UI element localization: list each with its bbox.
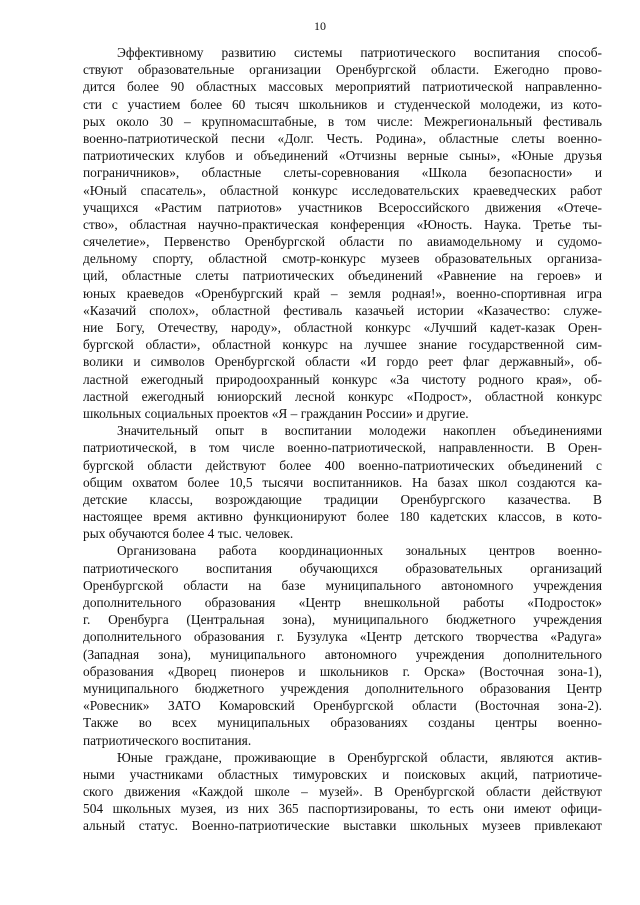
text-line: школьных социальных проектов «Я – гражданин России» и другие. xyxy=(83,405,469,421)
text-line: патриотических клубов и объединений «Отчизны верные сыны», «Юные друзья xyxy=(83,148,602,164)
text-line: волики и символов Оренбургской области «И гордо реет флаг державный», об- xyxy=(83,354,602,370)
text-line: ство», областная научно-практическая конференция «Юность. Наука. Третье ты- xyxy=(83,216,602,232)
text-line: детские классы, возрождающие традиции Оренбургского казачества. В xyxy=(83,491,602,507)
text-line: образования «Дворец пионеров и школьников г. Орска» (Восточная зона-1), xyxy=(83,663,602,679)
text-line: рых около 30 – крупномасштабные, в том числе: Межрегиональный фестиваль xyxy=(83,113,602,129)
document-body xyxy=(83,44,602,835)
text-line: ствуют образовательные организации Оренбургской области. Ежегодно прово- xyxy=(83,62,602,78)
text-line: настоящее время активно функционируют более 180 кадетских классов, в кото- xyxy=(83,509,602,525)
text-line: Оренбургской области на базе муниципального автономного учреждения xyxy=(83,577,602,593)
text-line: муниципального бюджетного учреждения дополнительного образования Центр xyxy=(83,680,602,696)
text-line: «Ровесник» ЗАТО Комаровский Оренбургской области (Восточная зона-2). xyxy=(83,698,602,714)
text-line: патриотического воспитания обучающихся образовательных организаций xyxy=(83,560,602,576)
text-line: г. Оренбурга (Центральная зона), муниципального бюджетного учреждения xyxy=(83,612,602,628)
text-line: ластной ежегодный природоохранный конкурс «За чистоту родного края», об- xyxy=(83,371,602,387)
text-line: Эффективному развитию системы патриотического воспитания способ- xyxy=(117,45,602,60)
text-line: альный статус. Военно-патриотические выставки школьных музеев привлекают xyxy=(83,818,602,834)
paragraph xyxy=(83,542,602,748)
text-line: бургской области действуют более 400 военно-патриотических объединений с xyxy=(83,457,602,473)
text-line: патриотического воспитания. xyxy=(83,732,252,748)
text-line: Организована работа координационных зональных центров военно- xyxy=(117,543,602,559)
text-line: учащихся «Растим патриотов» участников Всероссийского движения «Отече- xyxy=(83,199,602,215)
text-line: сячелетие», Первенство Оренбургской области по авиамодельному и судомо- xyxy=(83,234,602,250)
paragraph xyxy=(83,44,602,422)
text-line: пограничников», областные слеты-соревнования «Школа безопасности» и xyxy=(83,165,602,181)
text-line: Юные граждане, проживающие в Оренбургской области, являются актив- xyxy=(117,749,602,765)
text-line: ние Богу, Отечеству, народу», областной конкурс «Лучший кадет-казак Орен- xyxy=(83,320,602,335)
text-line: рых обучаются более 4 тыс. человек. xyxy=(83,526,294,542)
paragraph xyxy=(83,749,602,835)
text-line: военно-патриотической песни «Долг. Честь. Родина», областные слеты военно- xyxy=(83,130,602,146)
text-line: ластной ежегодный юниорский лесной конкурс «Подрост», областной конкурс xyxy=(83,388,602,404)
text-line: бургской области», областной конкурс на лучшее знание государственной сим- xyxy=(83,337,602,353)
text-line: дополнительного образования г. Бузулука «Центр детского творчества «Радуга» xyxy=(83,629,602,645)
text-line: 504 школьных музея, из них 365 паспортизированы, то есть они имеют офици- xyxy=(83,801,602,817)
page-number: 10 xyxy=(314,19,326,33)
text-line: дополнительного образования «Центр внешкольной работы «Подросток» xyxy=(83,595,602,610)
text-line: дится более 90 областных массовых мероприятий патриотической направленно- xyxy=(83,79,602,95)
text-line: «Юный спасатель», областной конкурс исследовательских краеведческих работ xyxy=(83,182,602,198)
text-line: сти с участием более 60 тысяч школьников и студенческой молодежи, из кото- xyxy=(83,96,602,112)
text-line: дельному спорту, областной смотр-конкурс музеев образовательных организа- xyxy=(83,251,602,267)
text-line: ными участниками областных тимуровских и поисковых акций, патриотиче- xyxy=(83,766,602,782)
text-line: Значительный опыт в воспитании молодежи накоплен объединениями xyxy=(117,423,602,439)
text-line: ского движения «Каждой школе – музей». В Оренбургской области действуют xyxy=(83,784,602,800)
text-line: юных краеведов «Оренбургский край – земля родная!», военно-спортивная игра xyxy=(83,285,602,301)
text-line: (Западная зона), муниципального автономного учреждения дополнительного xyxy=(83,646,602,662)
text-line: патриотической, в том числе военно-патриотической, направленности. В Орен- xyxy=(83,440,602,456)
text-line: Также во всех муниципальных образованиях созданы центры военно- xyxy=(83,715,602,731)
text-line: ций, областные слеты патриотических объединений «Равнение на героев» и xyxy=(83,268,602,284)
text-line: «Казачий сполох», областной фестиваль казачьей истории «Казачество: служе- xyxy=(83,302,602,318)
paragraph xyxy=(83,422,602,542)
text-line: общим охватом более 10,5 тысячи воспитанников. На базах школ создаются ка- xyxy=(83,474,602,490)
